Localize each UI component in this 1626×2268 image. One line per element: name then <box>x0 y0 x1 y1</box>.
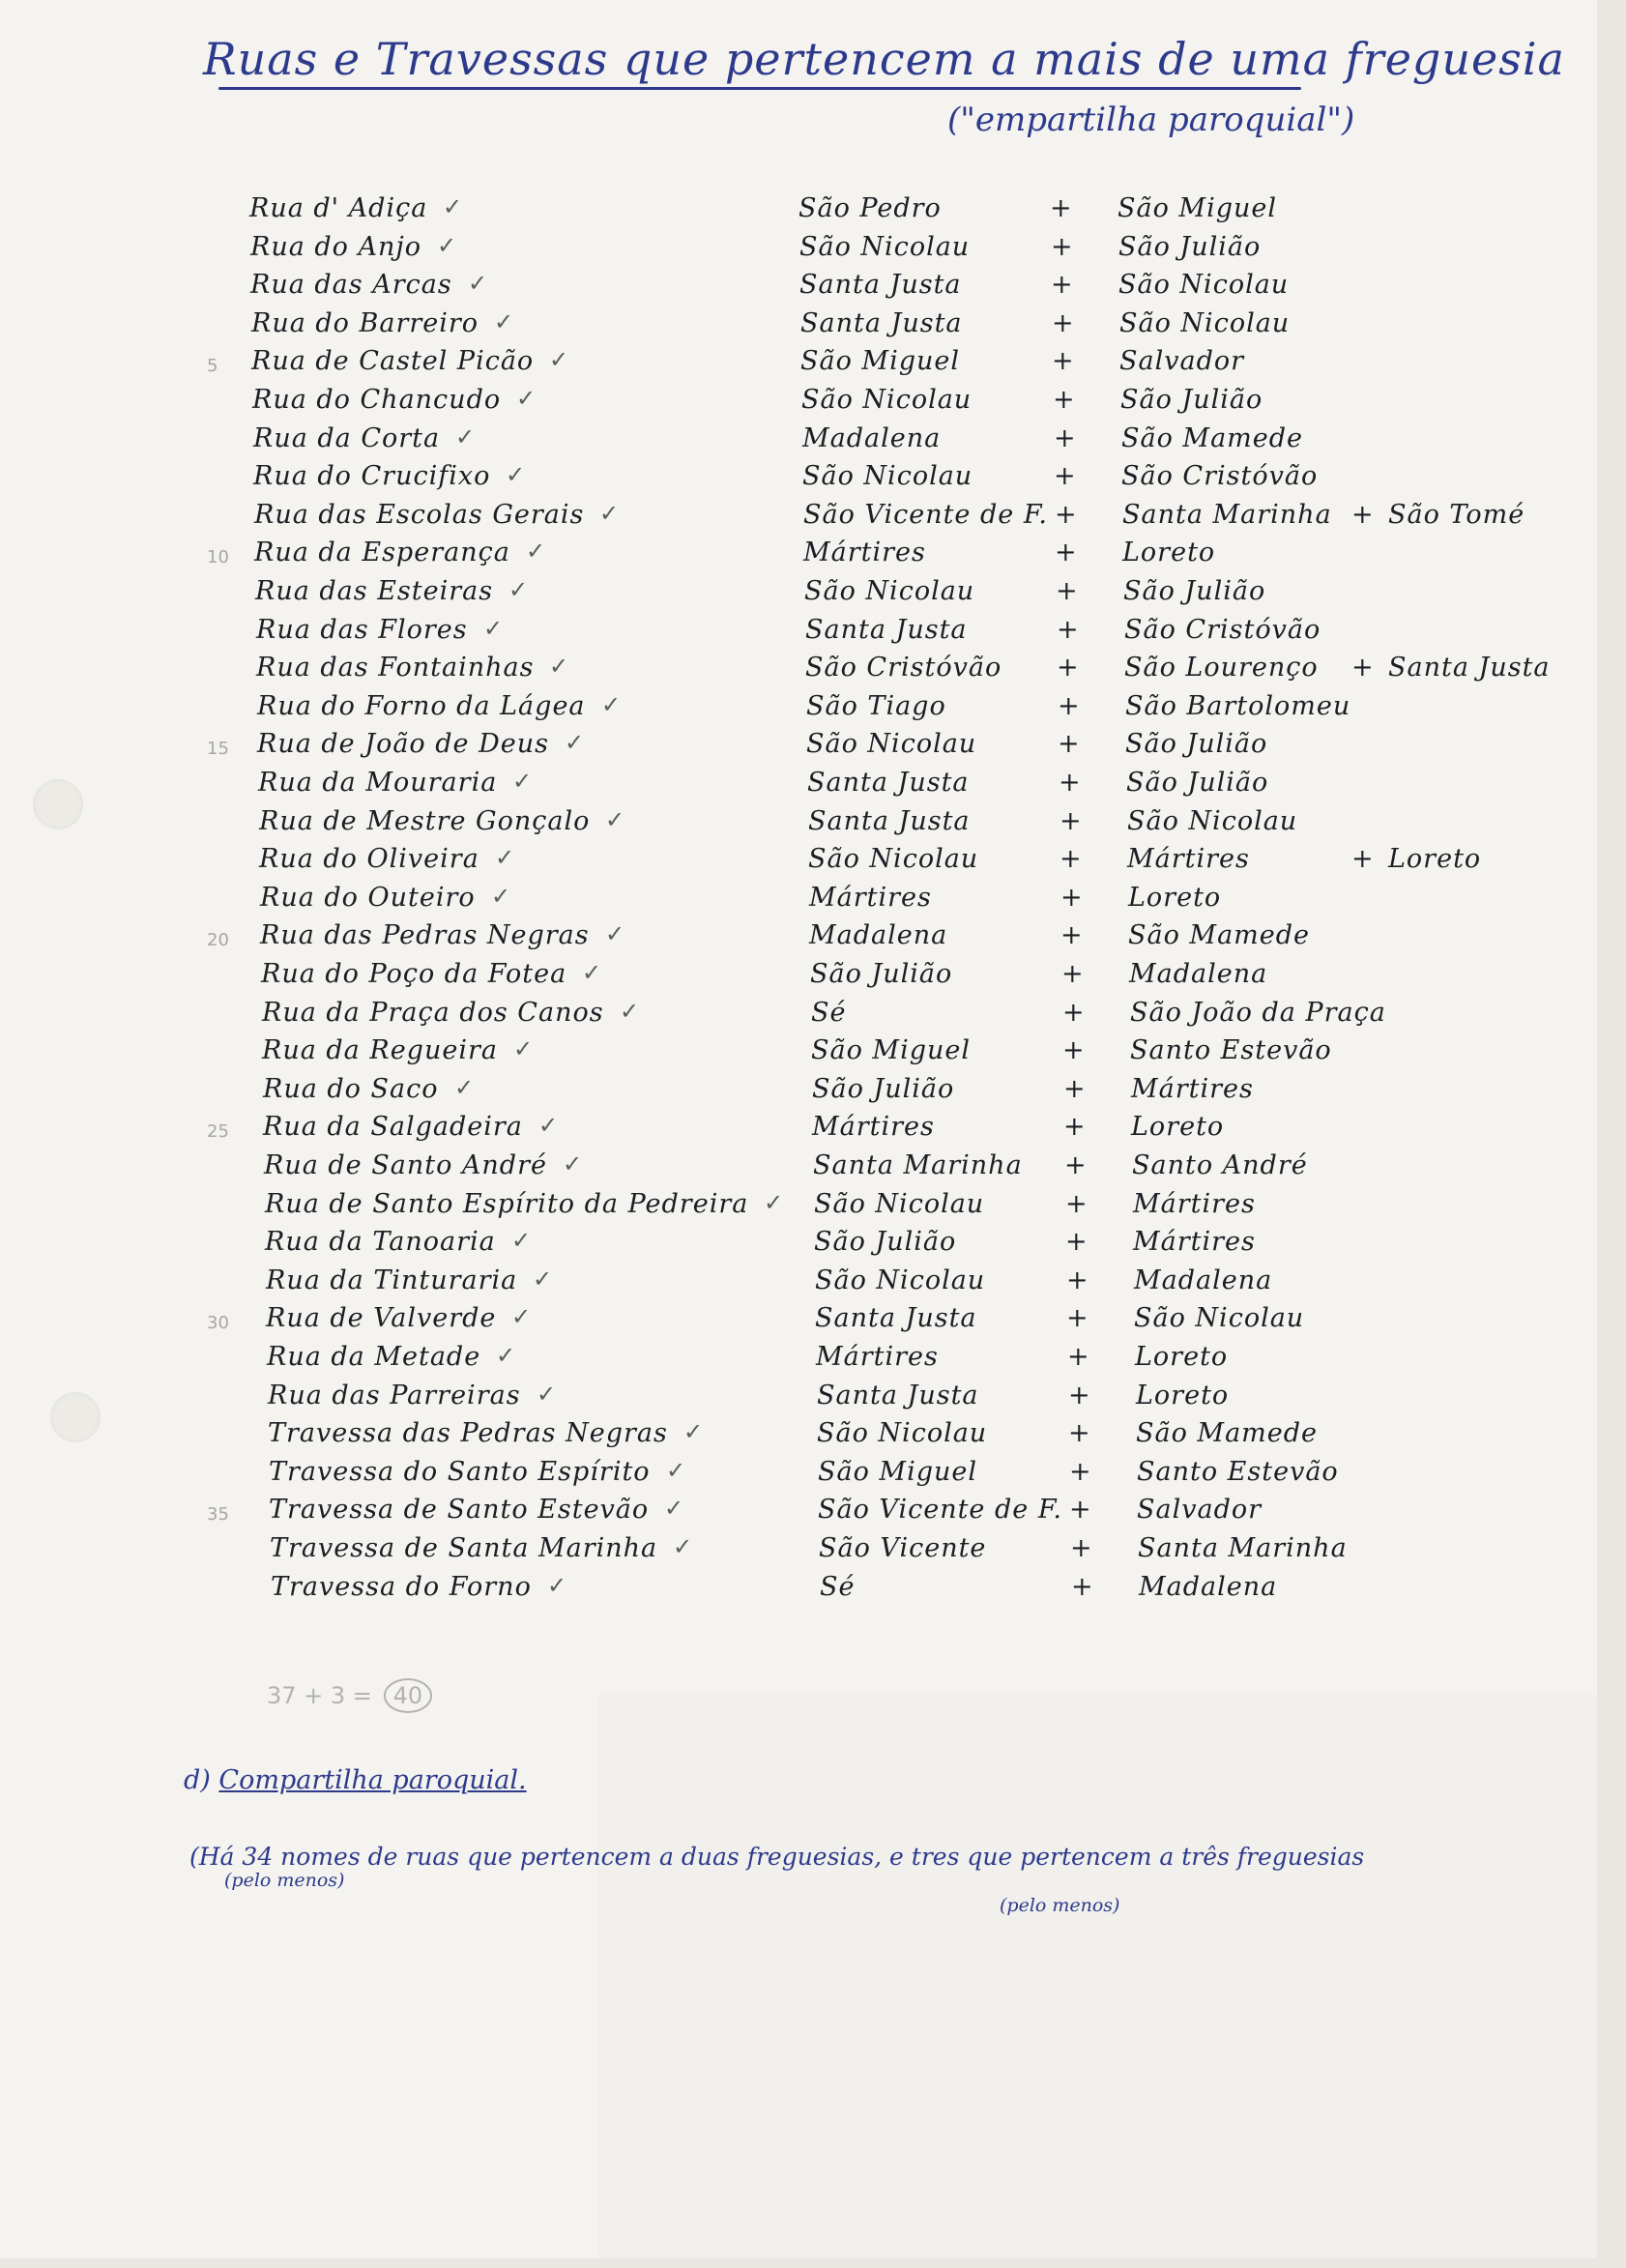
plus-sign: + <box>1065 1188 1089 1219</box>
parish-secondary: São Mamede <box>1136 1418 1319 1449</box>
parish-primary: São Vicente <box>819 1533 987 1563</box>
table-row <box>0 308 1597 347</box>
parish-primary: São Vicente de F. <box>803 499 1048 530</box>
table-row <box>0 1303 1597 1342</box>
parish-secondary: São Lourenço <box>1124 653 1319 683</box>
plus-sign: + <box>1057 653 1080 683</box>
check-mark-icon: ✓ <box>673 1533 694 1560</box>
parish-secondary: São João da Praça <box>1130 997 1386 1028</box>
line-number: 35 <box>207 1504 229 1526</box>
plus-sign: + <box>1051 270 1074 301</box>
check-mark-icon: ✓ <box>582 959 603 986</box>
plus-sign: + <box>1068 1418 1091 1449</box>
check-mark-icon: ✓ <box>563 1150 584 1178</box>
note-title: Compartilha paroquial. <box>218 1765 527 1795</box>
table-row <box>0 729 1597 768</box>
parish-primary: São Nicolau <box>817 1418 988 1449</box>
table-row <box>0 883 1597 921</box>
note-letter: d) <box>184 1765 211 1795</box>
parish-secondary: São Nicolau <box>1118 270 1290 301</box>
parish-secondary: São Cristóvão <box>1121 461 1319 492</box>
check-mark-icon: ✓ <box>549 653 570 681</box>
plus-sign: + <box>1052 307 1075 338</box>
parish-primary: São Nicolau <box>802 461 973 492</box>
table-row <box>0 538 1597 576</box>
check-mark-icon: ✓ <box>512 768 534 795</box>
parish-secondary: Mártires <box>1127 844 1250 875</box>
table-row <box>0 844 1597 883</box>
parish-primary: Santa Justa <box>800 307 963 338</box>
check-mark-icon: ✓ <box>513 1035 535 1063</box>
plus-sign: + <box>1053 385 1076 415</box>
plus-sign: + <box>1055 538 1078 568</box>
table-row <box>0 1189 1597 1228</box>
parish-secondary: Loreto <box>1128 882 1222 913</box>
line-number: 15 <box>207 739 229 760</box>
parish-primary: São Nicolau <box>799 231 971 262</box>
parish-secondary: São Cristóvão <box>1124 614 1321 645</box>
check-mark-icon: ✓ <box>601 690 623 718</box>
parish-secondary: São Mamede <box>1128 920 1311 951</box>
parish-primary: São Cristóvão <box>805 653 1002 683</box>
scan-shadow <box>597 1694 1597 2258</box>
plus-sign: + <box>1051 231 1074 262</box>
plus-sign: + <box>1071 1571 1094 1602</box>
street-name: Travessa do Santo Espírito <box>269 1456 651 1487</box>
street-name: Rua da Regueira <box>262 1035 498 1066</box>
parish-secondary: São Julião <box>1123 576 1266 606</box>
page-title: Ruas e Travessas que pertencem a mais de uma freguesia <box>203 33 1565 85</box>
street-name: Rua de Mestre Gonçalo <box>259 805 591 836</box>
table-row <box>0 461 1597 500</box>
parish-primary: Mártires <box>812 1112 935 1143</box>
parish-primary: Sé <box>811 997 847 1028</box>
plus-sign: + <box>1058 729 1081 760</box>
table-row <box>0 1227 1597 1265</box>
check-mark-icon: ✓ <box>455 422 477 451</box>
parish-secondary: Loreto <box>1136 1380 1230 1410</box>
table-row <box>0 576 1597 615</box>
check-mark-icon: ✓ <box>549 346 570 374</box>
tally-result: 40 <box>384 1678 433 1713</box>
parish-primary: São Nicolau <box>801 385 973 415</box>
table-row <box>0 998 1597 1036</box>
street-name: Rua do Crucifixo <box>253 461 491 492</box>
plus-sign: + <box>1054 422 1077 453</box>
check-mark-icon: ✓ <box>511 1227 533 1255</box>
parish-primary: Madalena <box>802 422 942 453</box>
check-mark-icon: ✓ <box>664 1495 685 1523</box>
table-row <box>0 920 1597 959</box>
table-row <box>0 385 1597 423</box>
parish-secondary: Loreto <box>1122 538 1216 568</box>
check-mark-icon: ✓ <box>683 1418 705 1446</box>
plus-sign: + <box>1060 882 1084 913</box>
check-mark-icon: ✓ <box>506 461 527 489</box>
parish-secondary: Santo Estevão <box>1137 1456 1339 1487</box>
parish-primary: São Miguel <box>811 1035 971 1066</box>
street-name: Rua da Esperança <box>254 538 510 568</box>
table-row <box>0 691 1597 730</box>
street-name: Rua do Anjo <box>250 231 422 262</box>
plus-sign: + <box>1063 1112 1087 1143</box>
plus-sign: + <box>1059 768 1082 798</box>
check-mark-icon: ✓ <box>468 270 489 298</box>
note-annotation: (pelo menos) <box>1000 1895 1120 1916</box>
plus-sign: + <box>1070 1533 1093 1563</box>
parish-primary: Mártires <box>803 538 926 568</box>
table-row <box>0 193 1597 232</box>
parish-secondary: Santo André <box>1132 1150 1308 1180</box>
street-name: Rua d' Adiça <box>249 193 428 223</box>
plus-sign: + <box>1056 576 1079 606</box>
parish-primary: Santa Justa <box>805 614 968 645</box>
parish-secondary: São Julião <box>1126 768 1269 798</box>
street-name: Rua da Metade <box>267 1342 481 1372</box>
parish-secondary: Madalena <box>1134 1265 1273 1295</box>
plus-sign: + <box>1351 653 1375 683</box>
plus-sign: + <box>1060 805 1083 836</box>
parish-primary: Santa Justa <box>815 1303 977 1334</box>
plus-sign: + <box>1069 1456 1092 1487</box>
street-name: Rua do Oliveira <box>259 844 479 875</box>
parish-secondary: São Nicolau <box>1134 1303 1305 1334</box>
parish-primary: São Tiago <box>806 690 946 721</box>
street-name: Travessa das Pedras Negras <box>268 1418 668 1449</box>
check-mark-icon: ✓ <box>526 538 547 566</box>
table-row <box>0 1150 1597 1189</box>
parish-primary: Santa Marinha <box>813 1150 1023 1180</box>
note-text: (Há 34 nomes de ruas que pertencem a duas freguesias, e tres que pertencem a três freguesias <box>189 1843 1365 1871</box>
check-mark-icon: ✓ <box>491 882 512 910</box>
table-row <box>0 1381 1597 1419</box>
street-name: Rua do Outeiro <box>260 882 476 913</box>
check-mark-icon: ✓ <box>605 805 626 833</box>
parish-primary: São Julião <box>812 1073 955 1104</box>
table-row <box>0 232 1597 271</box>
check-mark-icon: ✓ <box>516 385 537 412</box>
table-row <box>0 1112 1597 1150</box>
parish-tertiary: São Tomé <box>1388 499 1525 530</box>
parish-secondary: Loreto <box>1135 1342 1229 1372</box>
parish-secondary: Salvador <box>1137 1495 1263 1526</box>
tally <box>267 1678 432 1713</box>
parish-primary: Sé <box>820 1571 856 1602</box>
street-name: Rua das Flores <box>256 614 468 645</box>
plus-sign: + <box>1068 1380 1091 1410</box>
table-row <box>0 806 1597 845</box>
street-name: Rua do Forno da Lágea <box>257 690 586 721</box>
parish-primary: São Nicolau <box>806 729 977 760</box>
street-name: Travessa de Santo Estevão <box>269 1495 650 1526</box>
parish-primary: São Nicolau <box>808 844 979 875</box>
parish-secondary: São Nicolau <box>1119 307 1291 338</box>
street-name: Rua do Barreiro <box>251 307 479 338</box>
plus-sign: + <box>1351 844 1375 875</box>
parish-tertiary: Santa Justa <box>1388 653 1551 683</box>
street-name: Travessa do Forno <box>271 1571 532 1602</box>
title-underline <box>218 87 1301 90</box>
parish-primary: São Vicente de F. <box>818 1495 1062 1526</box>
check-mark-icon: ✓ <box>508 576 530 603</box>
table-row <box>0 1265 1597 1304</box>
parish-primary: São Miguel <box>818 1456 977 1487</box>
parish-primary: Mártires <box>809 882 932 913</box>
tally-expression: 37 + 3 = <box>267 1682 372 1709</box>
check-mark-icon: ✓ <box>483 614 505 642</box>
street-name: Rua da Salgadeira <box>263 1112 523 1143</box>
plus-sign: + <box>1069 1495 1092 1526</box>
table-row <box>0 1533 1597 1572</box>
page-subtitle: ("empartilha paroquial") <box>947 101 1355 139</box>
check-mark-icon: ✓ <box>496 1342 517 1369</box>
check-mark-icon: ✓ <box>538 1112 560 1140</box>
parish-secondary: São Miguel <box>1118 193 1277 223</box>
check-mark-icon: ✓ <box>494 307 515 335</box>
parish-secondary: São Julião <box>1125 729 1268 760</box>
check-mark-icon: ✓ <box>533 1265 554 1293</box>
street-name: Rua das Escolas Gerais <box>254 499 585 530</box>
parish-primary: São Nicolau <box>814 1188 985 1219</box>
parish-primary: São Julião <box>810 959 953 989</box>
plus-sign: + <box>1050 193 1073 223</box>
parish-primary: Mártires <box>816 1342 939 1372</box>
check-mark-icon: ✓ <box>437 231 458 259</box>
parish-primary: Santa Justa <box>817 1380 979 1410</box>
table-row <box>0 1074 1597 1113</box>
parish-secondary: Madalena <box>1129 959 1268 989</box>
parish-secondary: Santa Marinha <box>1122 499 1332 530</box>
street-name: Rua das Pedras Negras <box>260 920 590 951</box>
street-name: Rua das Parreiras <box>268 1380 521 1410</box>
street-name: Rua da Corta <box>253 422 441 453</box>
plus-sign: + <box>1052 346 1075 377</box>
street-name: Rua das Fontainhas <box>256 653 535 683</box>
plus-sign: + <box>1066 1303 1089 1334</box>
table-row <box>0 1035 1597 1074</box>
parish-secondary: Santa Marinha <box>1138 1533 1348 1563</box>
check-mark-icon: ✓ <box>666 1456 687 1484</box>
check-mark-icon: ✓ <box>537 1380 558 1408</box>
line-number: 10 <box>207 547 229 568</box>
parish-secondary: Mártires <box>1133 1227 1256 1258</box>
parish-primary: São Julião <box>814 1227 957 1258</box>
parish-secondary: Loreto <box>1131 1112 1225 1143</box>
table-row <box>0 959 1597 998</box>
street-name: Travessa de Santa Marinha <box>270 1533 658 1563</box>
note-heading <box>184 1765 527 1795</box>
parish-secondary: Mártires <box>1133 1188 1256 1219</box>
check-mark-icon: ✓ <box>620 997 641 1025</box>
plus-sign: + <box>1351 499 1375 530</box>
table-row <box>0 1495 1597 1533</box>
plus-sign: + <box>1055 499 1078 530</box>
street-name: Rua da Tinturaria <box>266 1265 518 1295</box>
street-name: Rua de Santo André <box>264 1150 547 1180</box>
check-mark-icon: ✓ <box>511 1303 533 1331</box>
parish-secondary: Santo Estevão <box>1130 1035 1332 1066</box>
plus-sign: + <box>1062 1035 1086 1066</box>
line-number: 30 <box>207 1313 229 1334</box>
parish-primary: São Nicolau <box>804 576 975 606</box>
parish-secondary: Mártires <box>1131 1073 1254 1104</box>
table-row <box>0 768 1597 806</box>
plus-sign: + <box>1060 844 1083 875</box>
check-mark-icon: ✓ <box>565 729 586 757</box>
street-name: Rua do Saco <box>263 1073 439 1104</box>
parish-primary: São Pedro <box>798 193 942 223</box>
parish-secondary: São Nicolau <box>1127 805 1298 836</box>
street-name: Rua de João de Deus <box>257 729 549 760</box>
table-row <box>0 1342 1597 1381</box>
table-row <box>0 653 1597 691</box>
check-mark-icon: ✓ <box>443 193 464 220</box>
check-mark-icon: ✓ <box>495 844 516 872</box>
parish-secondary: Madalena <box>1139 1571 1278 1602</box>
table-row <box>0 500 1597 538</box>
table-row <box>0 615 1597 654</box>
street-name: Rua do Chancudo <box>252 385 502 415</box>
parish-primary: São Miguel <box>800 346 960 377</box>
plus-sign: + <box>1057 614 1080 645</box>
check-mark-icon: ✓ <box>547 1571 568 1599</box>
check-mark-icon: ✓ <box>454 1073 476 1101</box>
plus-sign: + <box>1066 1265 1089 1295</box>
parish-secondary: São Julião <box>1118 231 1262 262</box>
parish-primary: Madalena <box>809 920 948 951</box>
street-name: Rua de Castel Picão <box>251 346 535 377</box>
parish-secondary: São Bartolomeu <box>1125 690 1351 721</box>
parish-tertiary: Loreto <box>1388 844 1482 875</box>
plus-sign: + <box>1067 1342 1090 1372</box>
table-row <box>0 1572 1597 1611</box>
street-name: Rua de Valverde <box>266 1303 497 1334</box>
street-name: Rua das Esteiras <box>255 576 494 606</box>
street-name: Rua da Tanoaria <box>265 1227 496 1258</box>
parish-secondary: São Mamede <box>1121 422 1304 453</box>
parish-primary: Santa Justa <box>799 270 962 301</box>
plus-sign: + <box>1060 920 1084 951</box>
line-number: 5 <box>207 356 218 377</box>
table-row <box>0 1457 1597 1496</box>
street-name: Rua de Santo Espírito da Pedreira <box>265 1188 749 1219</box>
plus-sign: + <box>1063 1073 1087 1104</box>
check-mark-icon: ✓ <box>764 1188 785 1216</box>
plus-sign: + <box>1061 959 1085 989</box>
line-number: 20 <box>207 930 229 951</box>
parish-secondary: Salvador <box>1119 346 1245 377</box>
parish-primary: Santa Justa <box>808 805 971 836</box>
table-row <box>0 346 1597 385</box>
check-mark-icon: ✓ <box>599 499 621 527</box>
check-mark-icon: ✓ <box>605 920 626 948</box>
plus-sign: + <box>1054 461 1077 492</box>
street-name: Rua do Poço da Fotea <box>261 959 567 989</box>
plus-sign: + <box>1064 1150 1088 1180</box>
plus-sign: + <box>1058 690 1081 721</box>
street-name: Rua da Mouraria <box>258 768 498 798</box>
table-row <box>0 270 1597 308</box>
plus-sign: + <box>1065 1227 1089 1258</box>
table-row <box>0 1418 1597 1457</box>
parish-primary: São Nicolau <box>815 1265 986 1295</box>
plus-sign: + <box>1062 997 1086 1028</box>
street-name: Rua da Praça dos Canos <box>262 997 604 1028</box>
parish-primary: Santa Justa <box>807 768 970 798</box>
parish-secondary: São Julião <box>1120 385 1263 415</box>
note-annotation: (pelo menos) <box>224 1870 345 1891</box>
street-name: Rua das Arcas <box>250 270 452 301</box>
line-number: 25 <box>207 1121 229 1143</box>
table-row <box>0 423 1597 462</box>
